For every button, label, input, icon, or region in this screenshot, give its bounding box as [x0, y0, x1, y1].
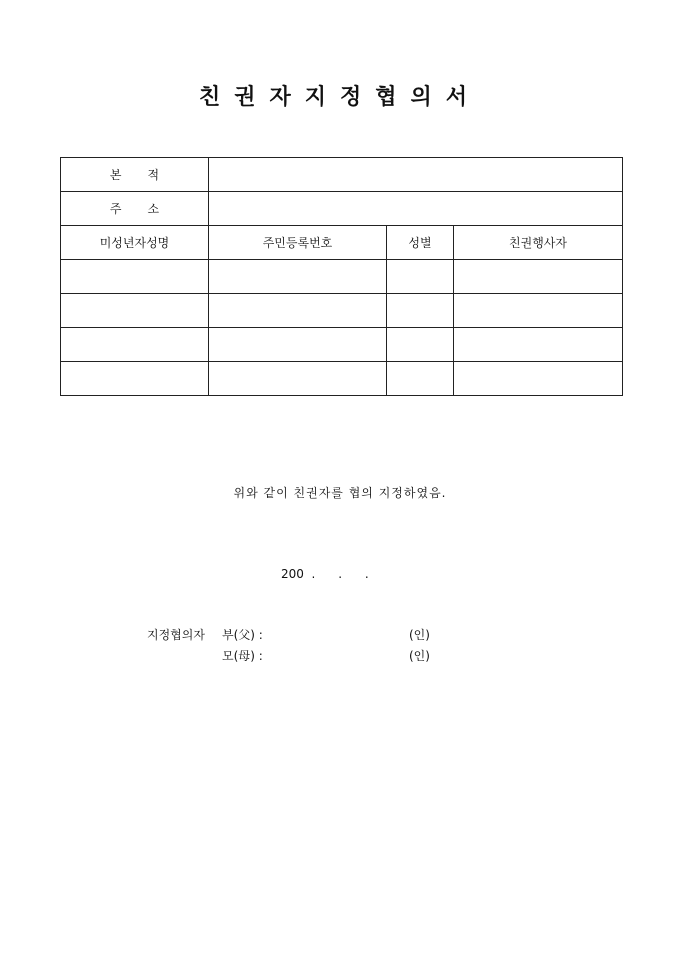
table-row	[61, 294, 623, 328]
custodian-cell[interactable]	[454, 362, 623, 396]
date-line: 200 . . .	[281, 567, 369, 581]
resident-number-cell[interactable]	[209, 328, 387, 362]
address-field[interactable]	[209, 192, 623, 226]
resident-number-cell[interactable]	[209, 260, 387, 294]
minor-name-cell[interactable]	[61, 260, 209, 294]
document-title: 친권자지정협의서	[198, 84, 482, 110]
custodian-cell[interactable]	[454, 328, 623, 362]
header-minor-name: 미성년자성명	[61, 226, 209, 260]
table-row	[61, 328, 623, 362]
agreement-statement: 위와 같이 친권자를 협의 지정하였음.	[233, 486, 447, 500]
gender-cell[interactable]	[387, 362, 454, 396]
domicile-label: 본적	[61, 158, 209, 192]
father-label: 부(父) :	[222, 628, 263, 642]
header-resident-number: 주민등록번호	[209, 226, 387, 260]
domicile-field[interactable]	[209, 158, 623, 192]
header-custodian: 친권행사자	[454, 226, 623, 260]
mother-label: 모(母) :	[222, 649, 263, 663]
table-row	[61, 260, 623, 294]
custody-form-table	[60, 157, 623, 396]
domicile-row	[61, 158, 623, 192]
minor-name-cell[interactable]	[61, 294, 209, 328]
resident-number-cell[interactable]	[209, 294, 387, 328]
address-label: 주소	[61, 192, 209, 226]
header-row	[61, 226, 623, 260]
minor-name-cell[interactable]	[61, 362, 209, 396]
table-row	[61, 362, 623, 396]
minor-name-cell[interactable]	[61, 328, 209, 362]
custodian-cell[interactable]	[454, 294, 623, 328]
father-seal: (인)	[409, 628, 430, 642]
gender-cell[interactable]	[387, 328, 454, 362]
resident-number-cell[interactable]	[209, 362, 387, 396]
custodian-cell[interactable]	[454, 260, 623, 294]
header-gender: 성별	[387, 226, 454, 260]
address-row	[61, 192, 623, 226]
gender-cell[interactable]	[387, 294, 454, 328]
mother-seal: (인)	[409, 649, 430, 663]
signatories-label: 지정협의자	[147, 628, 205, 642]
gender-cell[interactable]	[387, 260, 454, 294]
